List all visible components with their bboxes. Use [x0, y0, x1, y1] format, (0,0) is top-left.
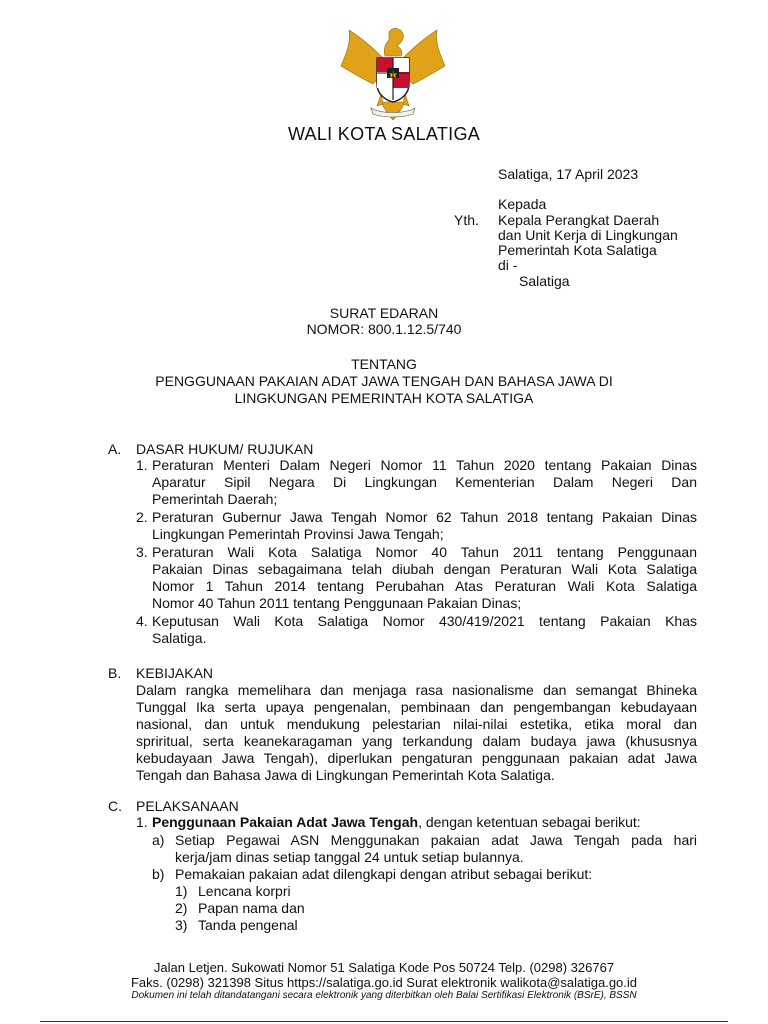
recipient-line-2: dan Unit Kerja di Lingkungan	[498, 227, 678, 243]
attribute-text: Papan nama dan	[198, 900, 305, 916]
section-c-letter: C.	[108, 798, 122, 814]
attribute-number: 3)	[175, 917, 188, 933]
item-number: 1.	[136, 814, 148, 830]
implementation-item-1	[152, 814, 641, 831]
kepada-label: Kepada	[498, 196, 547, 212]
document-type: SURAT EDARAN	[329, 305, 439, 321]
section-b-letter: B.	[108, 665, 122, 681]
di-label: di -	[498, 257, 518, 273]
attribute-number: 2)	[175, 900, 188, 916]
sub-item-text: Pemakaian pakaian adat dilengkapi dengan atribut sebagai berikut:	[175, 866, 593, 882]
policy-paragraph: Dalam rangka memelihara dan menjaga rasa nasionalisme dan semangat Bhineka Tunggal Ika serta upaya pengenalan, pembinaan dan pengembangan kebudayaan nasional, dan untuk mendukung pelestarian nilai-nilai estetika, etika moral dan spriritual, serta keanekaragaman yang terkandung dalam budaya jawa (khususnya kebudayaan Jawa Tengah), diperlukan pengaturan penggunaan pakaian adat Jawa	[136, 682, 697, 766]
implementation-item-1-title: Penggunaan Pakaian Adat Jawa Tengah	[152, 814, 419, 830]
list-item-text-end: Salatiga.	[152, 630, 207, 646]
item-number: 1.	[136, 457, 148, 473]
document-number: NOMOR: 800.1.12.5/740	[306, 321, 462, 337]
list-item-text-end: Pemerintah Daerah;	[152, 491, 278, 507]
yth-label: Yth.	[454, 212, 479, 228]
letterhead-title: WALI KOTA SALATIGA	[287, 124, 481, 144]
sub-item-text-end: kerja/jam dinas setiap tanggal 24 untuk setiap bulannya.	[175, 849, 524, 865]
attribute-text: Tanda pengenal	[198, 917, 298, 933]
policy-paragraph-end: Tengah dan Bahasa Jawa di Lingkungan Pemerintah Kota Salatiga.	[136, 767, 555, 783]
recipient-line-1: Kepala Perangkat Daerah	[498, 212, 660, 228]
list-item-text: Peraturan Wali Kota Salatiga Nomor 40 Tahun 2011 tentang Penggunaan Pakaian Dinas sebagaimana telah diubah dengan Peraturan Wali Kota Salatiga Nomor 1 Tahun 2014 tentang Perubahan Atas Peraturan Wali Kota Salatiga	[152, 544, 697, 594]
list-item-text: Keputusan Wali Kota Salatiga Nomor 430/419/2021 tentang Pakaian Khas	[152, 613, 697, 629]
item-number: 4.	[136, 613, 148, 629]
recipient-line-3: Pemerintah Kota Salatiga	[498, 242, 657, 258]
footer-address: Jalan Letjen. Sukowati Nomor 51 Salatiga Kode Pos 50724 Telp. (0298) 326767	[153, 960, 615, 975]
item-number: 2.	[136, 509, 148, 525]
footer-contact: Faks. (0298) 321398 Situs https://salatiga.go.id Surat elektronik walikota@salatiga.go.id	[130, 975, 638, 990]
footer-disclaimer: Dokumen ini telah ditandatangani secara elektronik yang diterbitkan oleh Balai Sertifikasi Elektronik (BSrE), BSSN	[131, 990, 637, 1001]
tentang-label: TENTANG	[351, 356, 417, 372]
garuda-pancasila-emblem	[337, 22, 449, 124]
sub-item-label: a)	[152, 832, 165, 848]
attribute-number: 1)	[175, 883, 188, 899]
subject-line-1: PENGGUNAAN PAKAIAN ADAT JAWA TENGAH DAN BAHASA JAWA DI	[155, 373, 613, 389]
sub-item-label: b)	[152, 866, 165, 882]
item-number: 3.	[136, 544, 148, 560]
footer-divider	[40, 1021, 728, 1022]
list-item-text-end: Lingkungan Pemerintah Provinsi Jawa Tengah;	[152, 526, 444, 542]
place-date: Salatiga, 17 April 2023	[498, 166, 639, 182]
section-b-heading: KEBIJAKAN	[136, 665, 214, 681]
implementation-item-1-rest: , dengan ketentuan sebagai berikut:	[418, 814, 641, 830]
subject-line-2: LINGKUNGAN PEMERINTAH KOTA SALATIGA	[234, 390, 534, 406]
list-item-text: Peraturan Gubernur Jawa Tengah Nomor 62 Tahun 2018 tentang Pakaian Dinas	[152, 509, 697, 525]
recipient-city: Salatiga	[519, 273, 570, 289]
section-a-letter: A.	[108, 441, 122, 457]
list-item-text: Peraturan Menteri Dalam Negeri Nomor 11 Tahun 2020 tentang Pakaian Dinas Aparatur Sipil Negara Di Lingkungan Kementerian Dalam Negeri Dan	[152, 457, 697, 490]
sub-item-text: Setiap Pegawai ASN Menggunakan pakaian adat Jawa Tengah pada hari	[175, 832, 697, 848]
section-a-heading: DASAR HUKUM/ RUJUKAN	[136, 441, 314, 457]
list-item-text-end: Nomor 40 Tahun 2011 tentang Penggunaan Pakaian Dinas;	[152, 595, 522, 611]
section-c-heading: PELAKSANAAN	[136, 798, 239, 814]
attribute-text: Lencana korpri	[198, 883, 291, 899]
